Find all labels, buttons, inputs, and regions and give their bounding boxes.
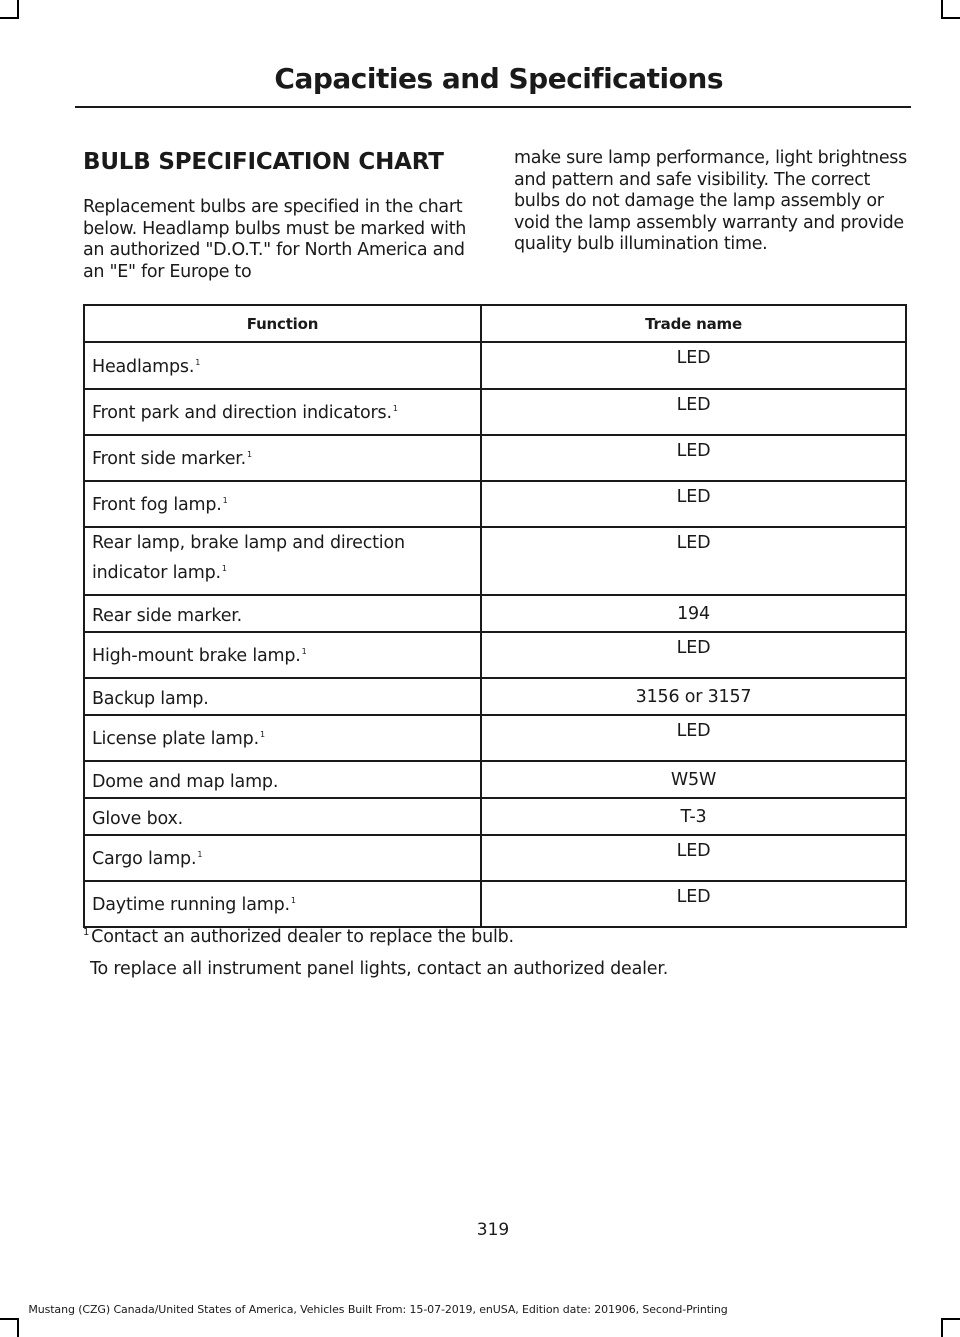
- function-text: Daytime running lamp.: [92, 895, 290, 915]
- table-row: [84, 435, 906, 481]
- table-row: [84, 835, 906, 881]
- function-text: Front fog lamp.: [92, 495, 222, 515]
- trade-name-cell: LED: [481, 342, 906, 389]
- page-header: [75, 60, 911, 108]
- intro-paragraph-left: Replacement bulbs are specified in the chart below. Headlamp bulbs must be marked with an authorized "D.O.T." for North America and an "E" for Europe to: [83, 197, 467, 282]
- trade-name-cell: 194: [481, 595, 906, 632]
- trade-name-cell: T-3: [481, 798, 906, 835]
- function-cell: [84, 798, 481, 835]
- bulb-specification-table: [83, 304, 907, 928]
- function-cell: [84, 678, 481, 715]
- footnote-ref: 1: [301, 647, 307, 657]
- trade-name-cell: LED: [481, 715, 906, 761]
- crop-mark: [17, 1318, 19, 1337]
- footnote-ref: 1: [221, 564, 227, 574]
- trade-name-cell: LED: [481, 527, 906, 595]
- table-row: [84, 881, 906, 927]
- function-cell: [84, 481, 481, 527]
- footnote-ref: 1: [247, 450, 252, 460]
- page-number: 319: [476, 1220, 510, 1240]
- crop-mark: [941, 17, 960, 19]
- function-text: Front side marker.: [92, 449, 247, 469]
- function-cell: [84, 342, 481, 389]
- function-cell: [84, 761, 481, 798]
- section-title: BULB SPECIFICATION CHART: [83, 149, 444, 175]
- crop-mark: [0, 1318, 19, 1320]
- table-row: [84, 481, 906, 527]
- function-text: Backup lamp.: [92, 688, 209, 709]
- trade-name-cell: LED: [481, 389, 906, 435]
- table-header-row: [84, 305, 906, 342]
- function-cell: [84, 595, 481, 632]
- function-cell: [84, 632, 481, 678]
- table-row: [84, 798, 906, 835]
- page-footer: Mustang (CZG) Canada/United States of America, Vehicles Built From: 15-07-2019, enUSA, Edition date: 201906, Second-Printing: [28, 1303, 728, 1316]
- table-row: [84, 527, 906, 595]
- function-text: Glove box.: [92, 808, 184, 829]
- footnote-ref: 1: [259, 730, 265, 740]
- function-text: Rear lamp, brake lamp and direction indicator lamp.: [92, 533, 405, 583]
- table-row: [84, 715, 906, 761]
- table-row: [84, 595, 906, 632]
- table-row: [84, 342, 906, 389]
- function-text: Front park and direction indicators.: [92, 403, 392, 423]
- function-cell: [84, 881, 481, 927]
- footnote-number: 1: [83, 927, 90, 939]
- function-text: Headlamps.: [92, 357, 195, 377]
- table-row: [84, 678, 906, 715]
- column-header-trade-name: Trade name: [481, 305, 906, 342]
- function-text: Rear side marker.: [92, 605, 243, 626]
- footnote-text: Contact an authorized dealer to replace the bulb.: [91, 927, 514, 947]
- function-cell: [84, 389, 481, 435]
- table-footnote: [83, 927, 514, 947]
- crop-mark: [0, 17, 19, 19]
- instrument-panel-note: To replace all instrument panel lights, contact an authorized dealer.: [90, 959, 669, 979]
- trade-name-cell: W5W: [481, 761, 906, 798]
- function-text: Cargo lamp.: [92, 849, 197, 869]
- function-cell: [84, 715, 481, 761]
- function-cell: [84, 435, 481, 481]
- footnote-ref: 1: [290, 896, 296, 906]
- trade-name-cell: LED: [481, 632, 906, 678]
- function-text: Dome and map lamp.: [92, 771, 279, 792]
- footnote-ref: 1: [222, 496, 228, 506]
- trade-name-cell: LED: [481, 835, 906, 881]
- table-row: [84, 761, 906, 798]
- table-row: [84, 632, 906, 678]
- function-text: License plate lamp.: [92, 729, 259, 749]
- function-text: High-mount brake lamp.: [92, 646, 301, 666]
- crop-mark: [941, 1318, 960, 1320]
- function-cell: [84, 835, 481, 881]
- column-header-function: Function: [84, 305, 481, 342]
- intro-paragraph-right: make sure lamp performance, light brightness and pattern and safe visibility. The correct bulbs do not damage the lamp assembly or void the lamp assembly warranty and provide quality bulb illumination time.: [514, 148, 907, 254]
- trade-name-cell: LED: [481, 435, 906, 481]
- footnote-ref: 1: [195, 358, 201, 368]
- page-title: Capacities and Specifications: [274, 62, 723, 95]
- table-row: [84, 389, 906, 435]
- footnote-ref: 1: [197, 850, 203, 860]
- trade-name-cell: LED: [481, 481, 906, 527]
- trade-name-cell: 3156 or 3157: [481, 678, 906, 715]
- footnote-ref: 1: [392, 404, 398, 414]
- crop-mark: [941, 1318, 943, 1337]
- function-cell: [84, 527, 481, 595]
- trade-name-cell: LED: [481, 881, 906, 927]
